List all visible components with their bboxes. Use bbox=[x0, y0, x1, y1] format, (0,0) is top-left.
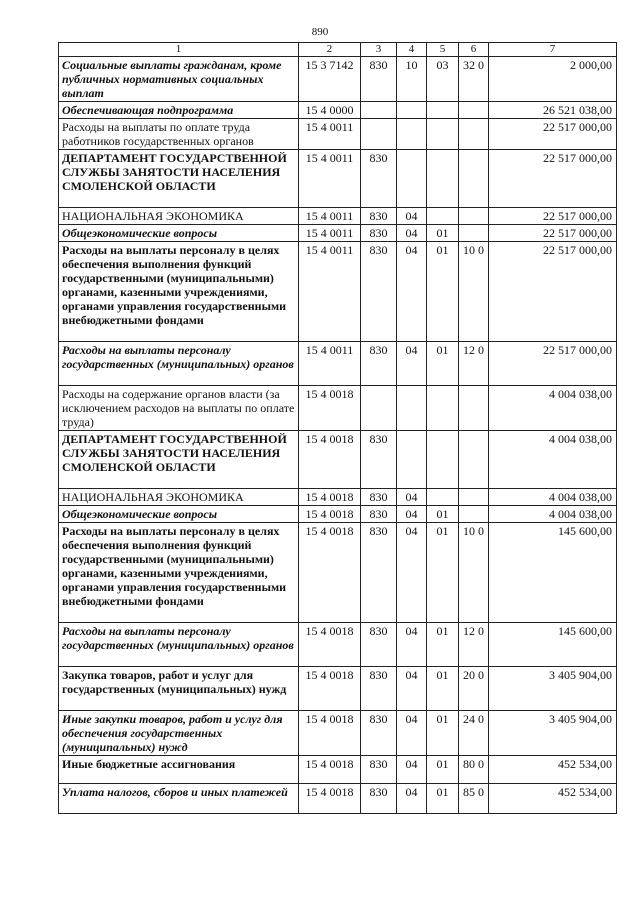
section-cell bbox=[397, 102, 427, 119]
expense-type-cell bbox=[459, 208, 489, 225]
department-code-cell bbox=[361, 102, 397, 119]
amount-cell: 145 600,00 bbox=[489, 623, 617, 667]
amount-cell: 4 004 038,00 bbox=[489, 506, 617, 523]
subsection-cell bbox=[427, 489, 459, 506]
department-code-cell: 830 bbox=[361, 667, 397, 711]
table-row bbox=[59, 225, 617, 242]
target-code-cell: 15 4 0018 bbox=[299, 489, 361, 506]
row-name-cell: НАЦИОНАЛЬНАЯ ЭКОНОМИКА bbox=[59, 208, 299, 225]
amount-cell: 3 405 904,00 bbox=[489, 667, 617, 711]
row-name-cell: Расходы на выплаты по оплате труда работников государственных органов bbox=[59, 119, 299, 150]
expense-type-cell bbox=[459, 431, 489, 489]
subsection-cell: 01 bbox=[427, 784, 459, 814]
target-code-cell: 15 4 0018 bbox=[299, 386, 361, 431]
subsection-cell bbox=[427, 119, 459, 150]
target-code-cell: 15 4 0018 bbox=[299, 506, 361, 523]
expense-type-cell: 85 0 bbox=[459, 784, 489, 814]
table-row bbox=[59, 150, 617, 208]
section-cell bbox=[397, 119, 427, 150]
section-cell bbox=[397, 150, 427, 208]
row-name-cell: Расходы на выплаты персоналу государственных (муниципальных) органов bbox=[59, 623, 299, 667]
expense-type-cell bbox=[459, 150, 489, 208]
table-row bbox=[59, 342, 617, 386]
target-code-cell: 15 4 0018 bbox=[299, 756, 361, 784]
row-name-cell: Обеспечивающая подпрограмма bbox=[59, 102, 299, 119]
row-name-cell: НАЦИОНАЛЬНАЯ ЭКОНОМИКА bbox=[59, 489, 299, 506]
amount-cell: 22 517 000,00 bbox=[489, 150, 617, 208]
target-code-cell: 15 4 0018 bbox=[299, 667, 361, 711]
table-row bbox=[59, 489, 617, 506]
department-code-cell: 830 bbox=[361, 756, 397, 784]
header-cell-5: 5 bbox=[427, 43, 459, 57]
row-name-cell: Иные закупки товаров, работ и услуг для обеспечения государственных (муниципальных) нужд bbox=[59, 711, 299, 756]
subsection-cell bbox=[427, 208, 459, 225]
amount-cell: 2 000,00 bbox=[489, 57, 617, 102]
table-row bbox=[59, 506, 617, 523]
expense-type-cell: 32 0 bbox=[459, 57, 489, 102]
header-cell-3: 3 bbox=[361, 43, 397, 57]
table-row bbox=[59, 102, 617, 119]
section-cell: 04 bbox=[397, 208, 427, 225]
row-name-cell: Расходы на выплаты персоналу в целях обеспечения выполнения функций государственными (муниципальными) органами, казенными учреждениями, органами управления государственными внебюджетными фондами bbox=[59, 242, 299, 342]
subsection-cell bbox=[427, 102, 459, 119]
table-row bbox=[59, 667, 617, 711]
target-code-cell: 15 4 0011 bbox=[299, 119, 361, 150]
page-number: 890 bbox=[311, 26, 329, 38]
expense-type-cell: 24 0 bbox=[459, 711, 489, 756]
department-code-cell: 830 bbox=[361, 208, 397, 225]
amount-cell: 145 600,00 bbox=[489, 523, 617, 623]
target-code-cell: 15 3 7142 bbox=[299, 57, 361, 102]
amount-cell: 3 405 904,00 bbox=[489, 711, 617, 756]
row-name-cell: Иные бюджетные ассигнования bbox=[59, 756, 299, 784]
target-code-cell: 15 4 0018 bbox=[299, 711, 361, 756]
expense-type-cell bbox=[459, 119, 489, 150]
row-name-cell: Уплата налогов, сборов и иных платежей bbox=[59, 784, 299, 814]
section-cell: 04 bbox=[397, 242, 427, 342]
row-name-cell: Общеэкономические вопросы bbox=[59, 506, 299, 523]
department-code-cell: 830 bbox=[361, 711, 397, 756]
department-code-cell: 830 bbox=[361, 242, 397, 342]
expense-type-cell bbox=[459, 225, 489, 242]
row-name-cell: ДЕПАРТАМЕНТ ГОСУДАРСТВЕННОЙ СЛУЖБЫ ЗАНЯТОСТИ НАСЕЛЕНИЯ СМОЛЕНСКОЙ ОБЛАСТИ bbox=[59, 431, 299, 489]
subsection-cell bbox=[427, 386, 459, 431]
table-row bbox=[59, 623, 617, 667]
section-cell: 04 bbox=[397, 711, 427, 756]
subsection-cell: 01 bbox=[427, 342, 459, 386]
target-code-cell: 15 4 0000 bbox=[299, 102, 361, 119]
table-row bbox=[59, 386, 617, 431]
subsection-cell: 01 bbox=[427, 225, 459, 242]
section-cell: 04 bbox=[397, 342, 427, 386]
amount-cell: 22 517 000,00 bbox=[489, 208, 617, 225]
section-cell: 10 bbox=[397, 57, 427, 102]
table-row bbox=[59, 784, 617, 814]
header-cell-2: 2 bbox=[299, 43, 361, 57]
department-code-cell bbox=[361, 386, 397, 431]
expense-type-cell: 10 0 bbox=[459, 242, 489, 342]
subsection-cell: 03 bbox=[427, 57, 459, 102]
target-code-cell: 15 4 0011 bbox=[299, 242, 361, 342]
target-code-cell: 15 4 0011 bbox=[299, 342, 361, 386]
amount-cell: 4 004 038,00 bbox=[489, 386, 617, 431]
budget-table bbox=[58, 42, 617, 814]
table-row bbox=[59, 523, 617, 623]
row-name-cell: Социальные выплаты гражданам, кроме публичных нормативных социальных выплат bbox=[59, 57, 299, 102]
section-cell: 04 bbox=[397, 623, 427, 667]
amount-cell: 22 517 000,00 bbox=[489, 119, 617, 150]
target-code-cell: 15 4 0018 bbox=[299, 784, 361, 814]
table-row bbox=[59, 208, 617, 225]
department-code-cell: 830 bbox=[361, 342, 397, 386]
row-name-cell: Закупка товаров, работ и услуг для государственных (муниципальных) нужд bbox=[59, 667, 299, 711]
subsection-cell: 01 bbox=[427, 523, 459, 623]
amount-cell: 4 004 038,00 bbox=[489, 489, 617, 506]
department-code-cell bbox=[361, 119, 397, 150]
table-row bbox=[59, 242, 617, 342]
table-row bbox=[59, 711, 617, 756]
target-code-cell: 15 4 0018 bbox=[299, 623, 361, 667]
section-cell bbox=[397, 386, 427, 431]
subsection-cell bbox=[427, 431, 459, 489]
department-code-cell: 830 bbox=[361, 784, 397, 814]
table-row bbox=[59, 756, 617, 784]
section-cell: 04 bbox=[397, 784, 427, 814]
header-cell-4: 4 bbox=[397, 43, 427, 57]
section-cell: 04 bbox=[397, 489, 427, 506]
expense-type-cell: 80 0 bbox=[459, 756, 489, 784]
table-row bbox=[59, 119, 617, 150]
expense-type-cell bbox=[459, 489, 489, 506]
amount-cell: 22 517 000,00 bbox=[489, 225, 617, 242]
subsection-cell: 01 bbox=[427, 667, 459, 711]
subsection-cell: 01 bbox=[427, 506, 459, 523]
table-row bbox=[59, 57, 617, 102]
amount-cell: 26 521 038,00 bbox=[489, 102, 617, 119]
section-cell: 04 bbox=[397, 506, 427, 523]
subsection-cell: 01 bbox=[427, 242, 459, 342]
section-cell: 04 bbox=[397, 756, 427, 784]
target-code-cell: 15 4 0011 bbox=[299, 208, 361, 225]
department-code-cell: 830 bbox=[361, 506, 397, 523]
department-code-cell: 830 bbox=[361, 225, 397, 242]
header-cell-1: 1 bbox=[59, 43, 299, 57]
row-name-cell: Расходы на выплаты персоналу государственных (муниципальных) органов bbox=[59, 342, 299, 386]
expense-type-cell bbox=[459, 102, 489, 119]
subsection-cell: 01 bbox=[427, 623, 459, 667]
amount-cell: 4 004 038,00 bbox=[489, 431, 617, 489]
expense-type-cell: 20 0 bbox=[459, 667, 489, 711]
header-cell-6: 6 bbox=[459, 43, 489, 57]
target-code-cell: 15 4 0018 bbox=[299, 523, 361, 623]
row-name-cell: Общеэкономические вопросы bbox=[59, 225, 299, 242]
department-code-cell: 830 bbox=[361, 623, 397, 667]
department-code-cell: 830 bbox=[361, 523, 397, 623]
expense-type-cell: 12 0 bbox=[459, 623, 489, 667]
subsection-cell: 01 bbox=[427, 756, 459, 784]
amount-cell: 452 534,00 bbox=[489, 756, 617, 784]
department-code-cell: 830 bbox=[361, 150, 397, 208]
expense-type-cell: 12 0 bbox=[459, 342, 489, 386]
department-code-cell: 830 bbox=[361, 431, 397, 489]
amount-cell: 452 534,00 bbox=[489, 784, 617, 814]
table-row bbox=[59, 431, 617, 489]
amount-cell: 22 517 000,00 bbox=[489, 342, 617, 386]
header-row bbox=[59, 43, 617, 57]
expense-type-cell: 10 0 bbox=[459, 523, 489, 623]
header-cell-7: 7 bbox=[489, 43, 617, 57]
row-name-cell: Расходы на содержание органов власти (за исключением расходов на выплаты по оплате труда) bbox=[59, 386, 299, 431]
section-cell: 04 bbox=[397, 225, 427, 242]
subsection-cell bbox=[427, 150, 459, 208]
subsection-cell: 01 bbox=[427, 711, 459, 756]
target-code-cell: 15 4 0011 bbox=[299, 150, 361, 208]
department-code-cell: 830 bbox=[361, 489, 397, 506]
row-name-cell: Расходы на выплаты персоналу в целях обеспечения выполнения функций государственными (муниципальными) органами, казенными учреждениями, органами управления государственными внебюджетными фондами bbox=[59, 523, 299, 623]
expense-type-cell bbox=[459, 386, 489, 431]
target-code-cell: 15 4 0018 bbox=[299, 431, 361, 489]
section-cell: 04 bbox=[397, 667, 427, 711]
row-name-cell: ДЕПАРТАМЕНТ ГОСУДАРСТВЕННОЙ СЛУЖБЫ ЗАНЯТОСТИ НАСЕЛЕНИЯ СМОЛЕНСКОЙ ОБЛАСТИ bbox=[59, 150, 299, 208]
section-cell: 04 bbox=[397, 523, 427, 623]
amount-cell: 22 517 000,00 bbox=[489, 242, 617, 342]
expense-type-cell bbox=[459, 506, 489, 523]
section-cell bbox=[397, 431, 427, 489]
department-code-cell: 830 bbox=[361, 57, 397, 102]
target-code-cell: 15 4 0011 bbox=[299, 225, 361, 242]
